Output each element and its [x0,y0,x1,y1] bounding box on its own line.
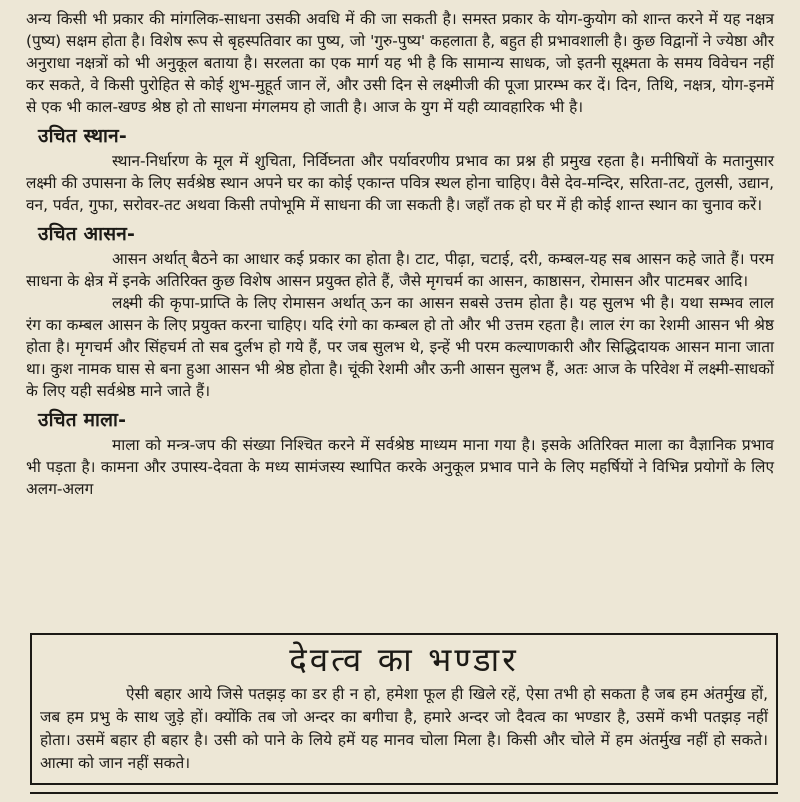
footer-rule [30,792,778,802]
mala-paragraph: माला को मन्त्र-जप की संख्या निश्चित करने में सर्वश्रेष्ठ माध्यम माना गया है। इसके अतिरिक्त माला का वैज्ञानिक प्रभाव भी पड़ता है। कामना और उपास्य-देवता के मध्य सामंजस्य स्थापित करके अनुकूल प्रभाव पाने के लिए महर्षियों ने विभिन्न प्रयोगों के लिए अलग-अलग [26,436,774,498]
heading-uchit-sthan: उचित स्थान- [38,125,127,147]
intro-paragraph: अन्य किसी भी प्रकार की मांगलिक-साधना उसकी अवधि में की जा सकती है। समस्त प्रकार के योग-कुयोग को शान्त करने में यह नक्षत्र (पुष्य) सक्षम होता है। विशेष रूप से बृहस्पतिवार का पुष्य, जो 'गुरु-पुष्य' कहलाता है, बहुत ही प्रभावशाली है। कुछ विद्वानों ने ज्येष्ठा और अनुराधा नक्षत्रों को भी अनुकूल बताया है। सरलता का एक मार्ग यह भी है कि सामान्य साधक, जो इतनी सूक्ष्मता के समय विवेचन नहीं कर सकते, वे किसी पुरोहित से कोई शुभ-मुहूर्त जान लें, और उसी दिन से लक्ष्मीजी की पूजा प्रारम्भ कर दें। दिन, तिथि, नक्षत्र, योग-इनमें से एक भी काल-खण्ड श्रेष्ठ हो तो साधना मंगलमय हो जाती है। आज के युग में यही व्यावहारिक भी है। [26,10,774,116]
asan-paragraph-1: आसन अर्थात् बैठने का आधार कई प्रकार का होता है। टाट, पीढ़ा, चटाई, दरी, कम्बल-यह सब आसन कहे जाते हैं। परम साधना के क्षेत्र में इनके अतिरिक्त कुछ विशेष आसन प्रयुक्त होते हैं, जैसे मृगचर्म का आसन, काष्ठासन, रोमासन और पाटमबर आदि। [26,250,774,290]
box-text: ऐसी बहार आये जिसे पतझड़ का डर ही न हो, हमेशा फूल ही खिले रहें, ऐसा तभी हो सकता है जब हम अंतर्मुख हों, जब हम प्रभु के साथ जुड़े हों। क्योंकि तब जो अन्दर का बगीचा है, हमारे अन्दर जो दैवत्व का भण्डार है, उसमें कभी पतझड़ नहीं होता। उसमें बहार ही बहार है। उसी को पाने के लिये हमें यह मानव चोला मिला है। किसी और चोले में हम अंतर्मुख नहीं हो सकते। आत्मा को जान नहीं सकते। [40,685,768,772]
heading-uchit-mala: उचित माला- [38,409,127,431]
box-title: देवत्व का भण्डार [289,640,519,679]
asan-paragraph-2: लक्ष्मी की कृपा-प्राप्ति के लिए रोमासन अर्थात् ऊन का आसन सबसे उत्तम होता है। यह सुलभ भी है। यथा सम्भव लाल रंग का कम्बल आसन के लिए प्रयुक्त करना चाहिए। यदि रंगो का कम्बल हो तो और भी उत्तम रहता है। लाल रंग का रेशमी आसन भी श्रेष्ठ होता है। मृगचर्म और सिंहचर्म तो सब दुर्लभ हो गये हैं, पर जब सुलभ थे, इन्हें भी परम कल्याणकारी और सिद्धिदायक आसन माना जाता था। कुश नामक घास से बना हुआ आसन भी श्रेष्ठ होता है। चूंकी रेशमी और ऊनी आसन सुलभ हैं, अतः आज के परिवेश में लक्ष्मी-साधकों के लिए यही सर्वश्रेष्ठ माने जाते हैं। [26,294,774,400]
heading-uchit-asan: उचित आसन- [38,223,136,245]
sthan-paragraph: स्थान-निर्धारण के मूल में शुचिता, निर्विघ्नता और पर्यावरणीय प्रभाव का प्रश्न ही प्रमुख रहता है। मनीषियों के मतानुसार लक्ष्मी की उपासना के लिए सर्वश्रेष्ठ स्थान अपने घर का कोई एकान्त पवित्र स्थल होना चाहिए। वैसे देव-मन्दिर, सरिता-तट, तुलसी, उद्यान, वन, पर्वत, गुफा, सरोवर-तट अथवा किसी तपोभूमि में साधना की जा सकती है। जहाँ तक हो घर में ही कोई शान्त स्थान का चुनाव करें। [26,152,774,214]
devatva-box [30,633,778,785]
